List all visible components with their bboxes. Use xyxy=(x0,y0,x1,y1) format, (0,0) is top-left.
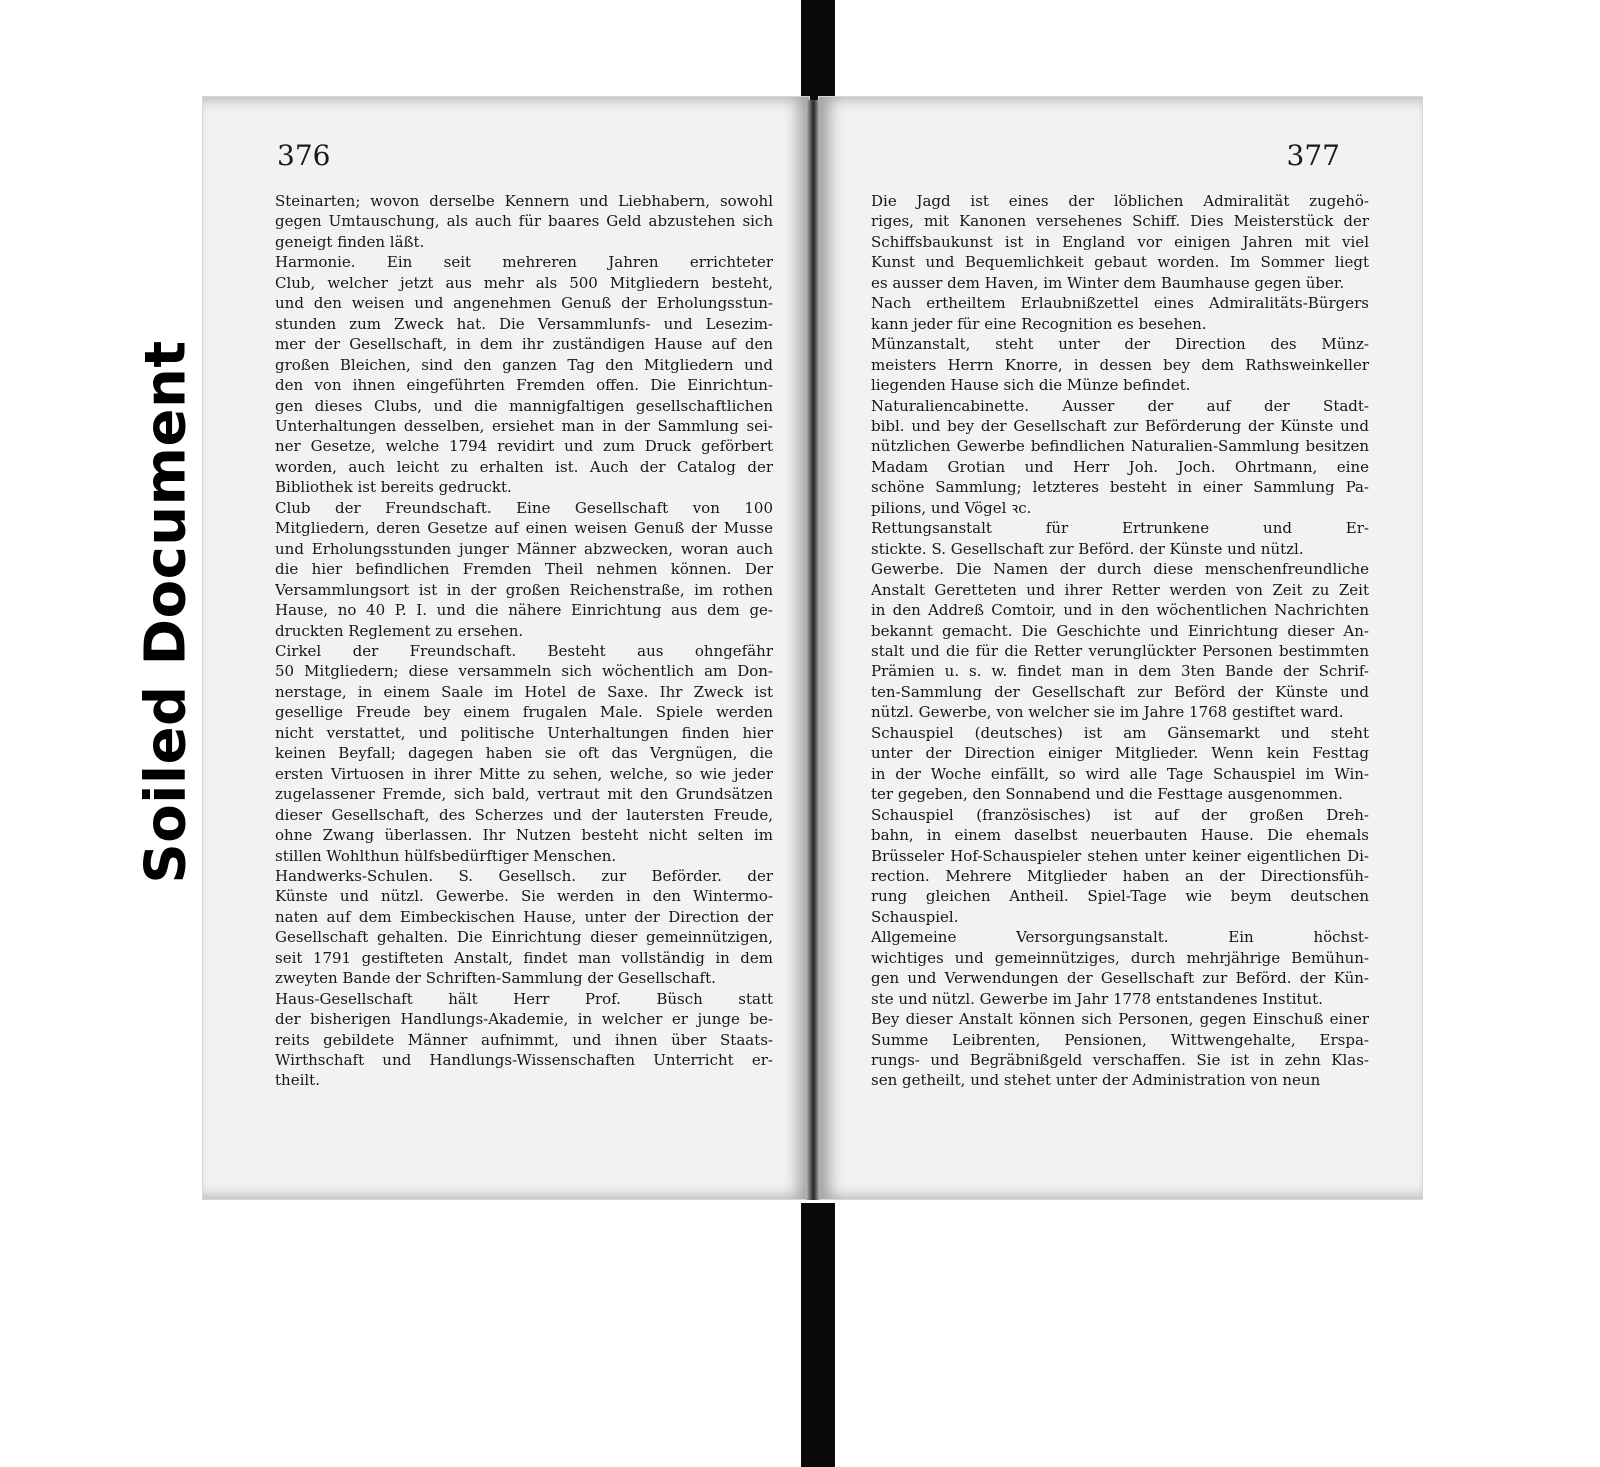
text-line: Naturaliencabinette. Ausser der auf der Stadt- xyxy=(871,396,1369,415)
text-line: bibl. und bey der Gesellschaft zur Beförderung der Künste und xyxy=(871,416,1369,435)
text-line: Künste und nützl. Gewerbe. Sie werden in den Wintermo- xyxy=(275,887,773,906)
text-line: großen Bleichen, sind den ganzen Tag den Mitgliedern und xyxy=(275,355,773,374)
text-line: Club, welcher jetzt aus mehr als 500 Mitgliedern besteht, xyxy=(275,273,773,292)
text-line: Brüsseler Hof-Schauspieler stehen unter keiner eigentlichen Di- xyxy=(871,846,1369,865)
text-line: riges, mit Kanonen versehenes Schiff. Dies Meisterstück der xyxy=(871,212,1369,231)
text-line: wichtiges und gemeinnütziges, durch mehrjährige Bemühun- xyxy=(871,948,1369,967)
text-line: stunden zum Zweck hat. Die Versammlunfs- und Lesezim- xyxy=(275,314,773,333)
text-line: ersten Virtuosen in ihrer Mitte zu sehen, welche, so wie jeder xyxy=(275,764,773,783)
text-line: reits gebildete Männer aufnimmt, und ihnen über Staats- xyxy=(275,1030,773,1049)
binding-strip-top xyxy=(801,0,835,103)
text-line: nicht verstattet, und politische Unterhaltungen finden hier xyxy=(275,723,773,742)
text-line: der bisherigen Handlungs-Akademie, in welcher er junge be- xyxy=(275,1010,773,1029)
text-line: den von ihnen eingeführten Fremden offen. Die Einrichtun- xyxy=(275,376,773,395)
text-line: Haus-Gesellschaft hält Herr Prof. Büsch statt xyxy=(275,989,773,1008)
binding-strip-bottom xyxy=(801,1203,835,1467)
text-line: sen getheilt, und stehet unter der Administration von neun xyxy=(871,1071,1321,1090)
text-line: liegenden Hause sich die Münze befindet. xyxy=(871,376,1191,395)
text-line: Schiffsbaukunst ist in England vor einigen Jahren mit viel xyxy=(871,232,1369,251)
text-line: Schauspiel. xyxy=(871,907,959,926)
right-page xyxy=(818,96,1423,1200)
text-line: seit 1791 gestifteten Anstalt, findet man vollständig in dem xyxy=(275,948,773,967)
text-line: bahn, in einem daselbst neuerbauten Hause. Die ehemals xyxy=(871,826,1369,845)
text-line: Prämien u. s. w. findet man in dem 3ten Bande der Schrif- xyxy=(871,662,1369,681)
text-line: Bey dieser Anstalt können sich Personen, gegen Einschuß einer xyxy=(871,1010,1369,1029)
text-line: nerstage, in einem Saale im Hotel de Saxe. Ihr Zweck ist xyxy=(275,682,773,701)
text-line: mer der Gesellschaft, in dem ihr zuständigen Hause auf den xyxy=(275,335,773,354)
text-line: Bibliothek ist bereits gedruckt. xyxy=(275,478,512,497)
text-line: Rettungsanstalt für Ertrunkene und Er- xyxy=(871,519,1369,538)
text-line: ner Gesetze, welche 1794 revidirt und zum Druck geförbert xyxy=(275,437,773,456)
text-line: zweyten Bande der Schriften-Sammlung der Gesellschaft. xyxy=(275,969,716,988)
text-line: stillen Wohlthun hülfsbedürftiger Menschen. xyxy=(275,846,617,865)
text-line: Allgemeine Versorgungsanstalt. Ein höchst- xyxy=(871,928,1369,947)
text-line: gegen Umtauschung, als auch für baares Geld abzustehen sich xyxy=(275,212,773,231)
text-line: ter gegeben, den Sonnabend und die Festtage ausgenommen. xyxy=(871,785,1343,804)
text-line: in den Addreß Comtoir, und in den wöchentlichen Nachrichten xyxy=(871,601,1369,620)
text-line: meisters Herrn Knorre, in dessen bey dem Rathsweinkeller xyxy=(871,355,1369,374)
page-number-left: 376 xyxy=(277,139,331,172)
text-line: Cirkel der Freundschaft. Besteht aus ohngefähr xyxy=(275,641,773,660)
text-line: Schauspiel (deutsches) ist am Gänsemarkt und steht xyxy=(871,723,1369,742)
text-line: Wirthschaft und Handlungs-Wissenschaften Unterricht er- xyxy=(275,1051,773,1070)
text-line: Münzanstalt, steht unter der Direction des Münz- xyxy=(871,335,1369,354)
text-line: Hause, no 40 P. I. und die nähere Einrichtung aus dem ge- xyxy=(275,601,773,620)
text-line: Harmonie. Ein seit mehreren Jahren errichteter xyxy=(275,253,773,272)
text-line: gesellige Freude bey einem frugalen Male. Spiele werden xyxy=(275,703,773,722)
text-line: ten-Sammlung der Gesellschaft zur Beförd der Künste und xyxy=(871,682,1369,701)
text-line: rungs- und Begräbnißgeld verschaffen. Sie ist in zehn Klas- xyxy=(871,1051,1369,1070)
text-line: schöne Sammlung; letzteres besteht in einer Sammlung Pa- xyxy=(871,478,1369,497)
text-line: und den weisen und angenehmen Genuß der Erholungsstun- xyxy=(275,294,773,313)
text-line: kann jeder für eine Recognition es besehen. xyxy=(871,314,1207,333)
text-line: unter der Direction einiger Mitglieder. Wenn kein Festtag xyxy=(871,744,1369,763)
text-line: Versammlungsort ist in der großen Reichenstraße, im rothen xyxy=(275,580,773,599)
soiled-document-stamp: Soiled Document xyxy=(133,340,199,884)
text-line: rection. Mehrere Mitglieder haben an der Directionsfüh- xyxy=(871,866,1369,885)
text-line: stalt und die für die Retter verunglückter Personen bestimmten xyxy=(871,641,1369,660)
text-line: Kunst und Bequemlichkeit gebaut worden. Im Sommer liegt xyxy=(871,253,1369,272)
text-line: ste und nützl. Gewerbe im Jahr 1778 entstandenes Institut. xyxy=(871,989,1323,1008)
text-line: zugelassener Fremde, sich bald, vertraut mit den Grundsätzen xyxy=(275,785,773,804)
text-line: ohne Zwang überlassen. Ihr Nutzen besteht nicht selten im xyxy=(275,826,773,845)
text-line: pilions, und Vögel ꝛc. xyxy=(871,498,1032,517)
text-line: geneigt finden läßt. xyxy=(275,232,425,251)
text-line: Summe Leibrenten, Pensionen, Wittwengehalte, Erspa- xyxy=(871,1030,1369,1049)
text-line: gen und Verwendungen der Gesellschaft zur Beförd. der Kün- xyxy=(871,969,1369,988)
text-line: Gewerbe. Die Namen der durch diese menschenfreundliche xyxy=(871,560,1369,579)
text-line: gen dieses Clubs, und die mannigfaltigen gesellschaftlichen xyxy=(275,396,773,415)
text-line: dieser Gesellschaft, des Scherzes und der lautersten Freude, xyxy=(275,805,773,824)
text-line: naten auf dem Eimbeckischen Hause, unter der Direction der xyxy=(275,907,773,926)
text-line: Steinarten; wovon derselbe Kennern und Liebhabern, sowohl xyxy=(275,192,773,210)
text-line: Nach ertheiltem Erlaubnißzettel eines Admiralitäts-Bürgers xyxy=(871,294,1369,313)
text-line: theilt. xyxy=(275,1071,320,1090)
text-line: druckten Reglement zu ersehen. xyxy=(275,621,524,640)
text-line: nützlichen Gewerbe befindlichen Naturalien-Sammlung besitzen xyxy=(871,437,1369,456)
text-line: Handwerks-Schulen. S. Gesellsch. zur Beförder. der xyxy=(275,866,773,885)
text-line: es ausser dem Haven, im Winter dem Baumhause gegen über. xyxy=(871,273,1345,292)
left-page-text xyxy=(275,191,773,1091)
text-line: keinen Beyfall; dagegen haben sie oft das Vergnügen, die xyxy=(275,744,773,763)
text-line: in der Woche einfällt, so wird alle Tage Schauspiel im Win- xyxy=(871,764,1369,783)
text-line: Schauspiel (französisches) ist auf der großen Dreh- xyxy=(871,805,1369,824)
text-line: stickte. S. Gesellschaft zur Beförd. der Künste und nützl. xyxy=(871,539,1304,558)
text-line: rung gleichen Antheil. Spiel-Tage wie beym deutschen xyxy=(871,887,1369,906)
text-line: 50 Mitgliedern; diese versammeln sich wöchentlich am Don- xyxy=(275,662,773,681)
right-page-text xyxy=(871,191,1369,1091)
text-line: Club der Freundschaft. Eine Gesellschaft von 100 xyxy=(275,498,773,517)
text-line: und Erholungsstunden junger Männer abzwecken, woran auch xyxy=(275,539,773,558)
text-line: die hier befindlichen Fremden Theil nehmen können. Der xyxy=(275,560,773,579)
book-gutter xyxy=(806,100,820,1200)
text-line: bekannt gemacht. Die Geschichte und Einrichtung dieser An- xyxy=(871,621,1369,640)
page-number-right: 377 xyxy=(1286,139,1340,172)
text-line: Mitgliedern, deren Gesetze auf einen weisen Genuß der Musse xyxy=(275,519,773,538)
text-line: Unterhaltungen desselben, ersiehet man in der Sammlung sei- xyxy=(275,416,773,435)
left-page xyxy=(202,96,810,1200)
text-line: Die Jagd ist eines der löblichen Admiralität zugehö- xyxy=(871,192,1369,210)
text-line: nützl. Gewerbe, von welcher sie im Jahre 1768 gestiftet ward. xyxy=(871,703,1344,722)
text-line: Anstalt Geretteten und ihrer Retter werden von Zeit zu Zeit xyxy=(871,580,1369,599)
text-line: Gesellschaft gehalten. Die Einrichtung dieser gemeinnützigen, xyxy=(275,928,773,947)
text-line: worden, auch leicht zu erhalten ist. Auch der Catalog der xyxy=(275,457,773,476)
text-line: Madam Grotian und Herr Joh. Joch. Ohrtmann, eine xyxy=(871,457,1369,476)
